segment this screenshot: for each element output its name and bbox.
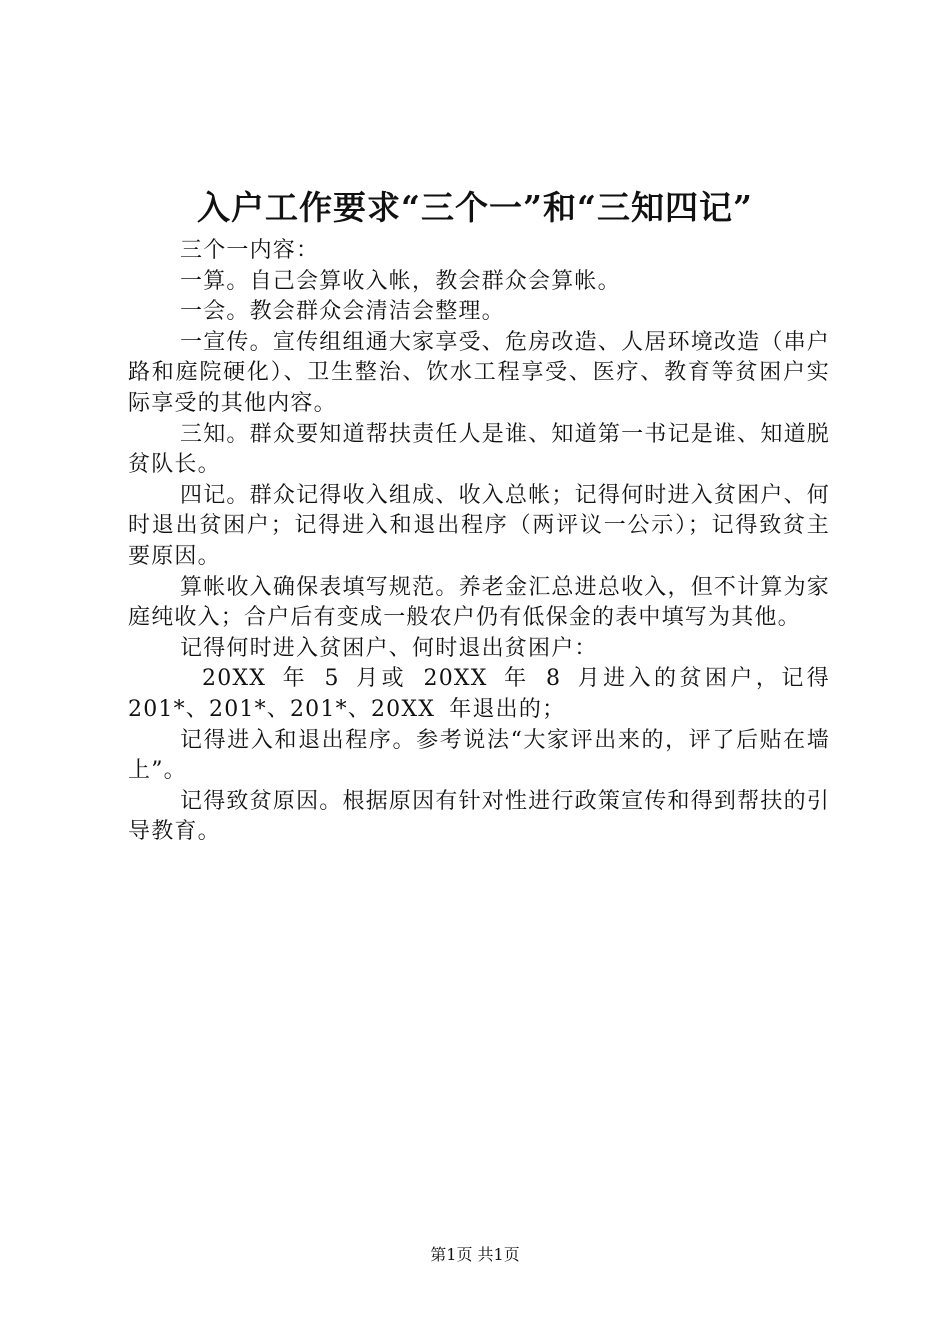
paragraph-entry-exit-time: 记得何时进入贫困户、何时退出贫困户： — [180, 635, 598, 661]
paragraph-procedure: 记得进入和退出程序。参考说法“大家评出来的，评了后贴在墙上”。 — [128, 727, 830, 784]
document-body — [128, 236, 830, 848]
paragraph-si-ji: 四记。群众记得收入组成、收入总帐；记得何时进入贫困户、何时退出贫困户；记得进入和退出程序（两评议一公示）；记得致贫主要原因。 — [128, 482, 830, 569]
paragraph-entry-exit-dates: 20XX 年 5 月或 20XX 年 8 月进入的贫困户，记得 201*、201*、201*、20XX 年退出的； — [128, 666, 830, 722]
paragraph-poverty-cause: 记得致贫原因。根据原因有针对性进行政策宣传和得到帮扶的引导教育。 — [128, 788, 830, 845]
paragraph-yi-hui: 一会。教会群众会清洁会整理。 — [180, 299, 505, 325]
paragraph-yi-xuan-chuan: 一宣传。宣传组组通大家享受、危房改造、人居环境改造（串户路和庭院硬化）、卫生整治、饮水工程享受、医疗、教育等贫困户实际享受的其他内容。 — [128, 329, 830, 416]
page-number-footer: 第1页 共1页 — [430, 1245, 520, 1264]
paragraph-san-ge-yi-heading: 三个一内容： — [180, 238, 320, 263]
paragraph-suan-zhang: 算帐收入确保表填写规范。养老金汇总进总收入，但不计算为家庭纯收入；合户后有变成一般农户仍有低保金的表中填写为其他。 — [128, 574, 830, 631]
document-title: 入户工作要求“三个一”和“三知四记” — [197, 188, 753, 227]
paragraph-san-zhi: 三知。群众要知道帮扶责任人是谁、知道第一书记是谁、知道脱贫队长。 — [128, 421, 830, 478]
paragraph-yi-suan: 一算。自己会算收入帐，教会群众会算帐。 — [180, 268, 621, 294]
